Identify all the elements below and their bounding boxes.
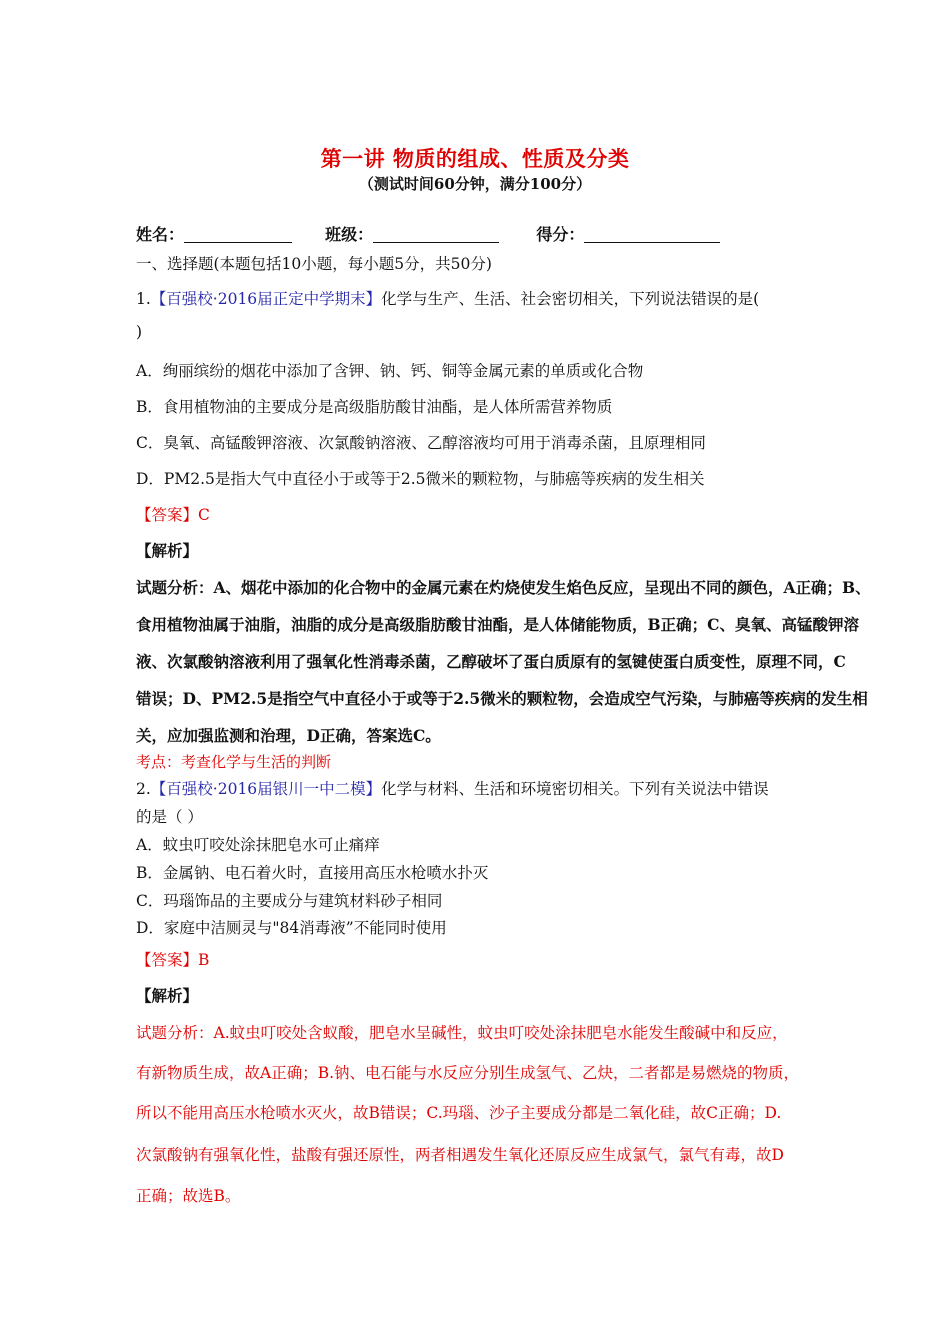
answer-value: B	[198, 951, 210, 969]
question-1-stem	[136, 287, 759, 309]
q1-analysis-line-4: 错误；D、PM2.5是指空气中直径小于或等于2.5微米的颗粒物，会造成空气污染，与肺癌等疾病的发生相	[136, 689, 868, 708]
class-blank	[373, 226, 499, 243]
score-label: 得分：	[536, 225, 585, 244]
q1-analysis-label	[136, 539, 198, 561]
q1-option-c: C．臭氧、高锰酸钾溶液、次氯酸钠溶液、乙醇溶液均可用于消毒杀菌，且原理相同	[136, 434, 706, 452]
student-info-row	[136, 222, 720, 245]
answer-label: 【答案】	[136, 951, 199, 969]
q1-kaodian: 考点：考查化学与生活的判断	[136, 753, 332, 771]
q2-analysis-line-5: 正确；故选B。	[136, 1187, 241, 1205]
q2-answer	[136, 948, 209, 970]
q2-option-d: D．家庭中洁厕灵与"84消毒液”不能同时使用	[136, 919, 447, 937]
q1-option-a: A．绚丽缤纷的烟花中添加了含钾、钠、钙、铜等金属元素的单质或化合物	[136, 362, 644, 380]
q1-answer	[136, 503, 210, 525]
question-number: 1.	[136, 290, 151, 308]
answer-label: 【答案】	[136, 506, 199, 524]
page-title: 第一讲 物质的组成、性质及分类	[320, 146, 630, 171]
question-2-stem	[136, 777, 769, 799]
q2-analysis-line-3: 所以不能用高压水枪喷水灭火，故B错误；C.玛瑙、沙子主要成分都是二氧化硅，故C正确；D.	[136, 1104, 782, 1122]
question-1-stem-cont: )	[136, 323, 143, 341]
question-text: 化学与材料、生活和环境密切相关。下列有关说法中错误	[381, 780, 769, 798]
question-2-stem-cont: 的是（ ）	[136, 808, 203, 826]
question-text: 化学与生产、生活、社会密切相关，下列说法错误的是(	[381, 290, 760, 308]
analysis-label: 【解析】	[136, 541, 199, 560]
q2-option-a: A．蚊虫叮咬处涂抹肥皂水可止痛痒	[136, 836, 380, 854]
name-blank	[184, 226, 292, 243]
score-blank	[584, 226, 720, 243]
q1-analysis-line-1: 试题分析：A、烟花中添加的化合物中的金属元素在灼烧使发生焰色反应，呈现出不同的颜色，A正确；B、	[136, 578, 871, 597]
question-source: 【百强校·2016届银川一中二模】	[150, 780, 382, 798]
q2-analysis-line-2: 有新物质生成，故A正确；B.钠、电石能与水反应分别生成氢气、乙炔，二者都是易燃烧的物质，	[136, 1064, 800, 1082]
q2-analysis-line-4: 次氯酸钠有强氧化性，盐酸有强还原性，两者相遇发生氧化还原反应生成氯气，氯气有毒，故D	[136, 1146, 784, 1164]
q2-analysis-line-1: 试题分析：A.蚊虫叮咬处含蚁酸，肥皂水呈碱性，蚊虫叮咬处涂抹肥皂水能发生酸碱中和反应，	[136, 1024, 788, 1042]
question-number: 2.	[136, 780, 151, 798]
q2-analysis-label: 【解析】	[136, 986, 199, 1005]
q2-option-c: C．玛瑙饰品的主要成分与建筑材料砂子相同	[136, 892, 443, 910]
q1-analysis-line-5: 关，应加强监测和治理，D正确，答案选C。	[136, 726, 441, 745]
answer-value: C	[198, 506, 210, 524]
class-label: 班级：	[325, 225, 374, 244]
name-label: 姓名：	[136, 225, 185, 244]
page-subtitle: （测试时间60分钟，满分100分）	[358, 175, 592, 193]
q2-option-b: B．金属钠、电石着火时，直接用高压水枪喷水扑灭	[136, 864, 489, 882]
q1-analysis-line-3: 液、次氯酸钠溶液利用了强氧化性消毒杀菌，乙醇破坏了蛋白质原有的氢键使蛋白质变性，原理不同，C	[136, 652, 846, 671]
q1-option-b: B．食用植物油的主要成分是高级脂肪酸甘油酯，是人体所需营养物质	[136, 398, 613, 416]
question-source: 【百强校·2016届正定中学期末】	[150, 290, 382, 308]
section-heading: 一、选择题(本题包括10小题，每小题5分，共50分)	[136, 255, 492, 273]
q1-option-d: D．PM2.5是指大气中直径小于或等于2.5微米的颗粒物，与肺癌等疾病的发生相关	[136, 470, 705, 488]
q1-analysis-line-2: 食用植物油属于油脂，油脂的成分是高级脂肪酸甘油酯，是人体储能物质，B正确；C、臭氧、高锰酸钾溶	[136, 615, 859, 634]
